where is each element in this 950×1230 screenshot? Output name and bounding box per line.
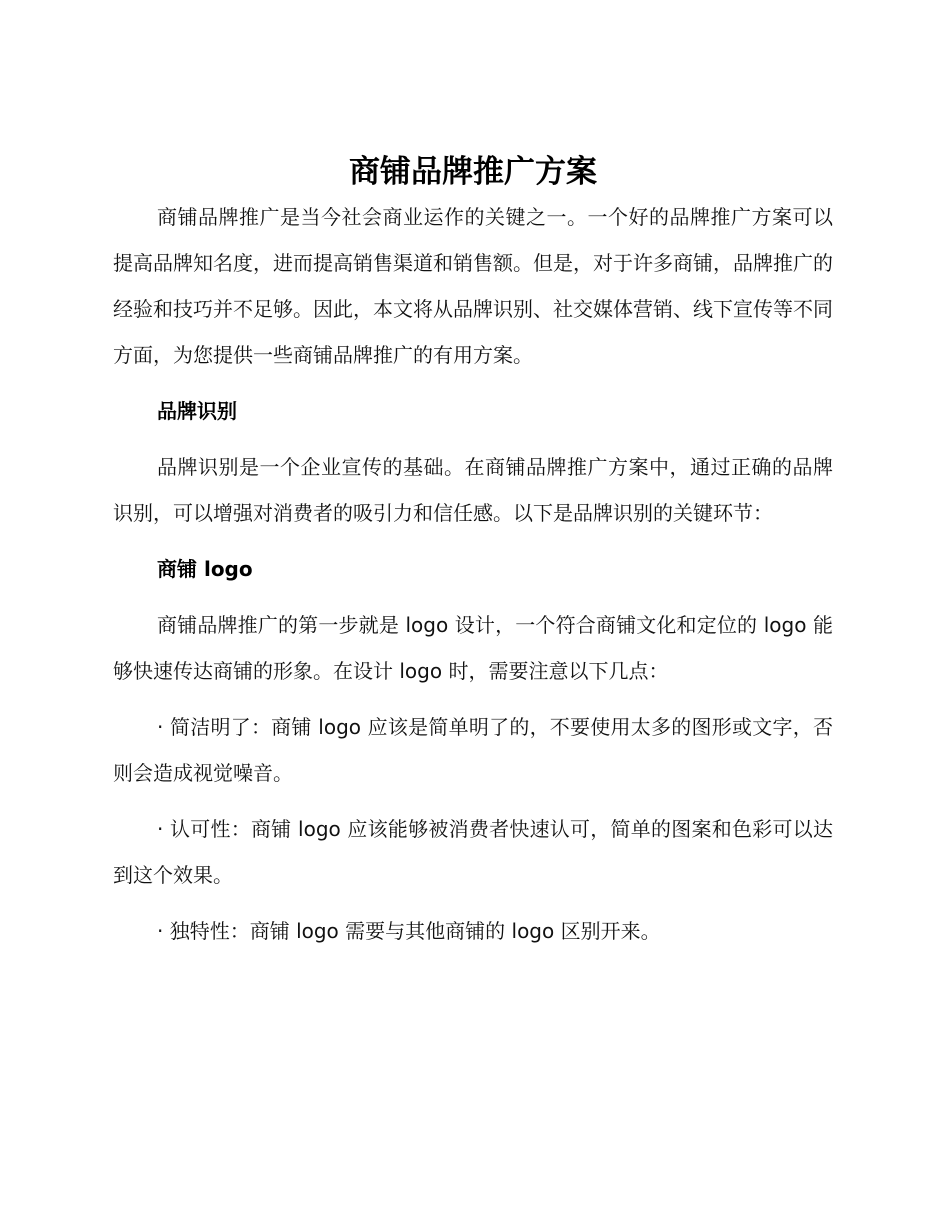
brand-identity-paragraph: 品牌识别是一个企业宣传的基础。在商铺品牌推广方案中，通过正确的品牌识别，可以增强对消费者的吸引力和信任感。以下是品牌识别的关键环节： (113, 455, 833, 525)
bullet-item: · 简洁明了：商铺 logo 应该是简单明了的，不要使用太多的图形或文字，否则会造成视觉噪音。 (113, 715, 833, 785)
bullet-item: · 独特性：商铺 logo 需要与其他商铺的 logo 区别开来。 (157, 919, 661, 943)
document-content (113, 150, 833, 954)
intro-paragraph: 商铺品牌推广是当今社会商业运作的关键之一。一个好的品牌推广方案可以提高品牌知名度，进而提高销售渠道和销售额。但是，对于许多商铺，品牌推广的经验和技巧并不足够。因此，本文将从品牌识别、社交媒体营销、线下宣传等不同方面，为您提供一些商铺品牌推广的有用方案。 (113, 205, 833, 367)
bullet-item: · 认可性：商铺 logo 应该能够被消费者快速认可，简单的图案和色彩可以达到这个效果。 (113, 817, 833, 887)
shop-logo-paragraph: 商铺品牌推广的第一步就是 logo 设计，一个符合商铺文化和定位的 logo 能够快速传达商铺的形象。在设计 logo 时，需要注意以下几点： (113, 613, 833, 683)
document-title: 商铺品牌推广方案 (349, 154, 597, 190)
section-heading-brand-identity: 品牌识别 (157, 399, 237, 423)
section-heading-shop-logo: 商铺 logo (157, 557, 253, 581)
